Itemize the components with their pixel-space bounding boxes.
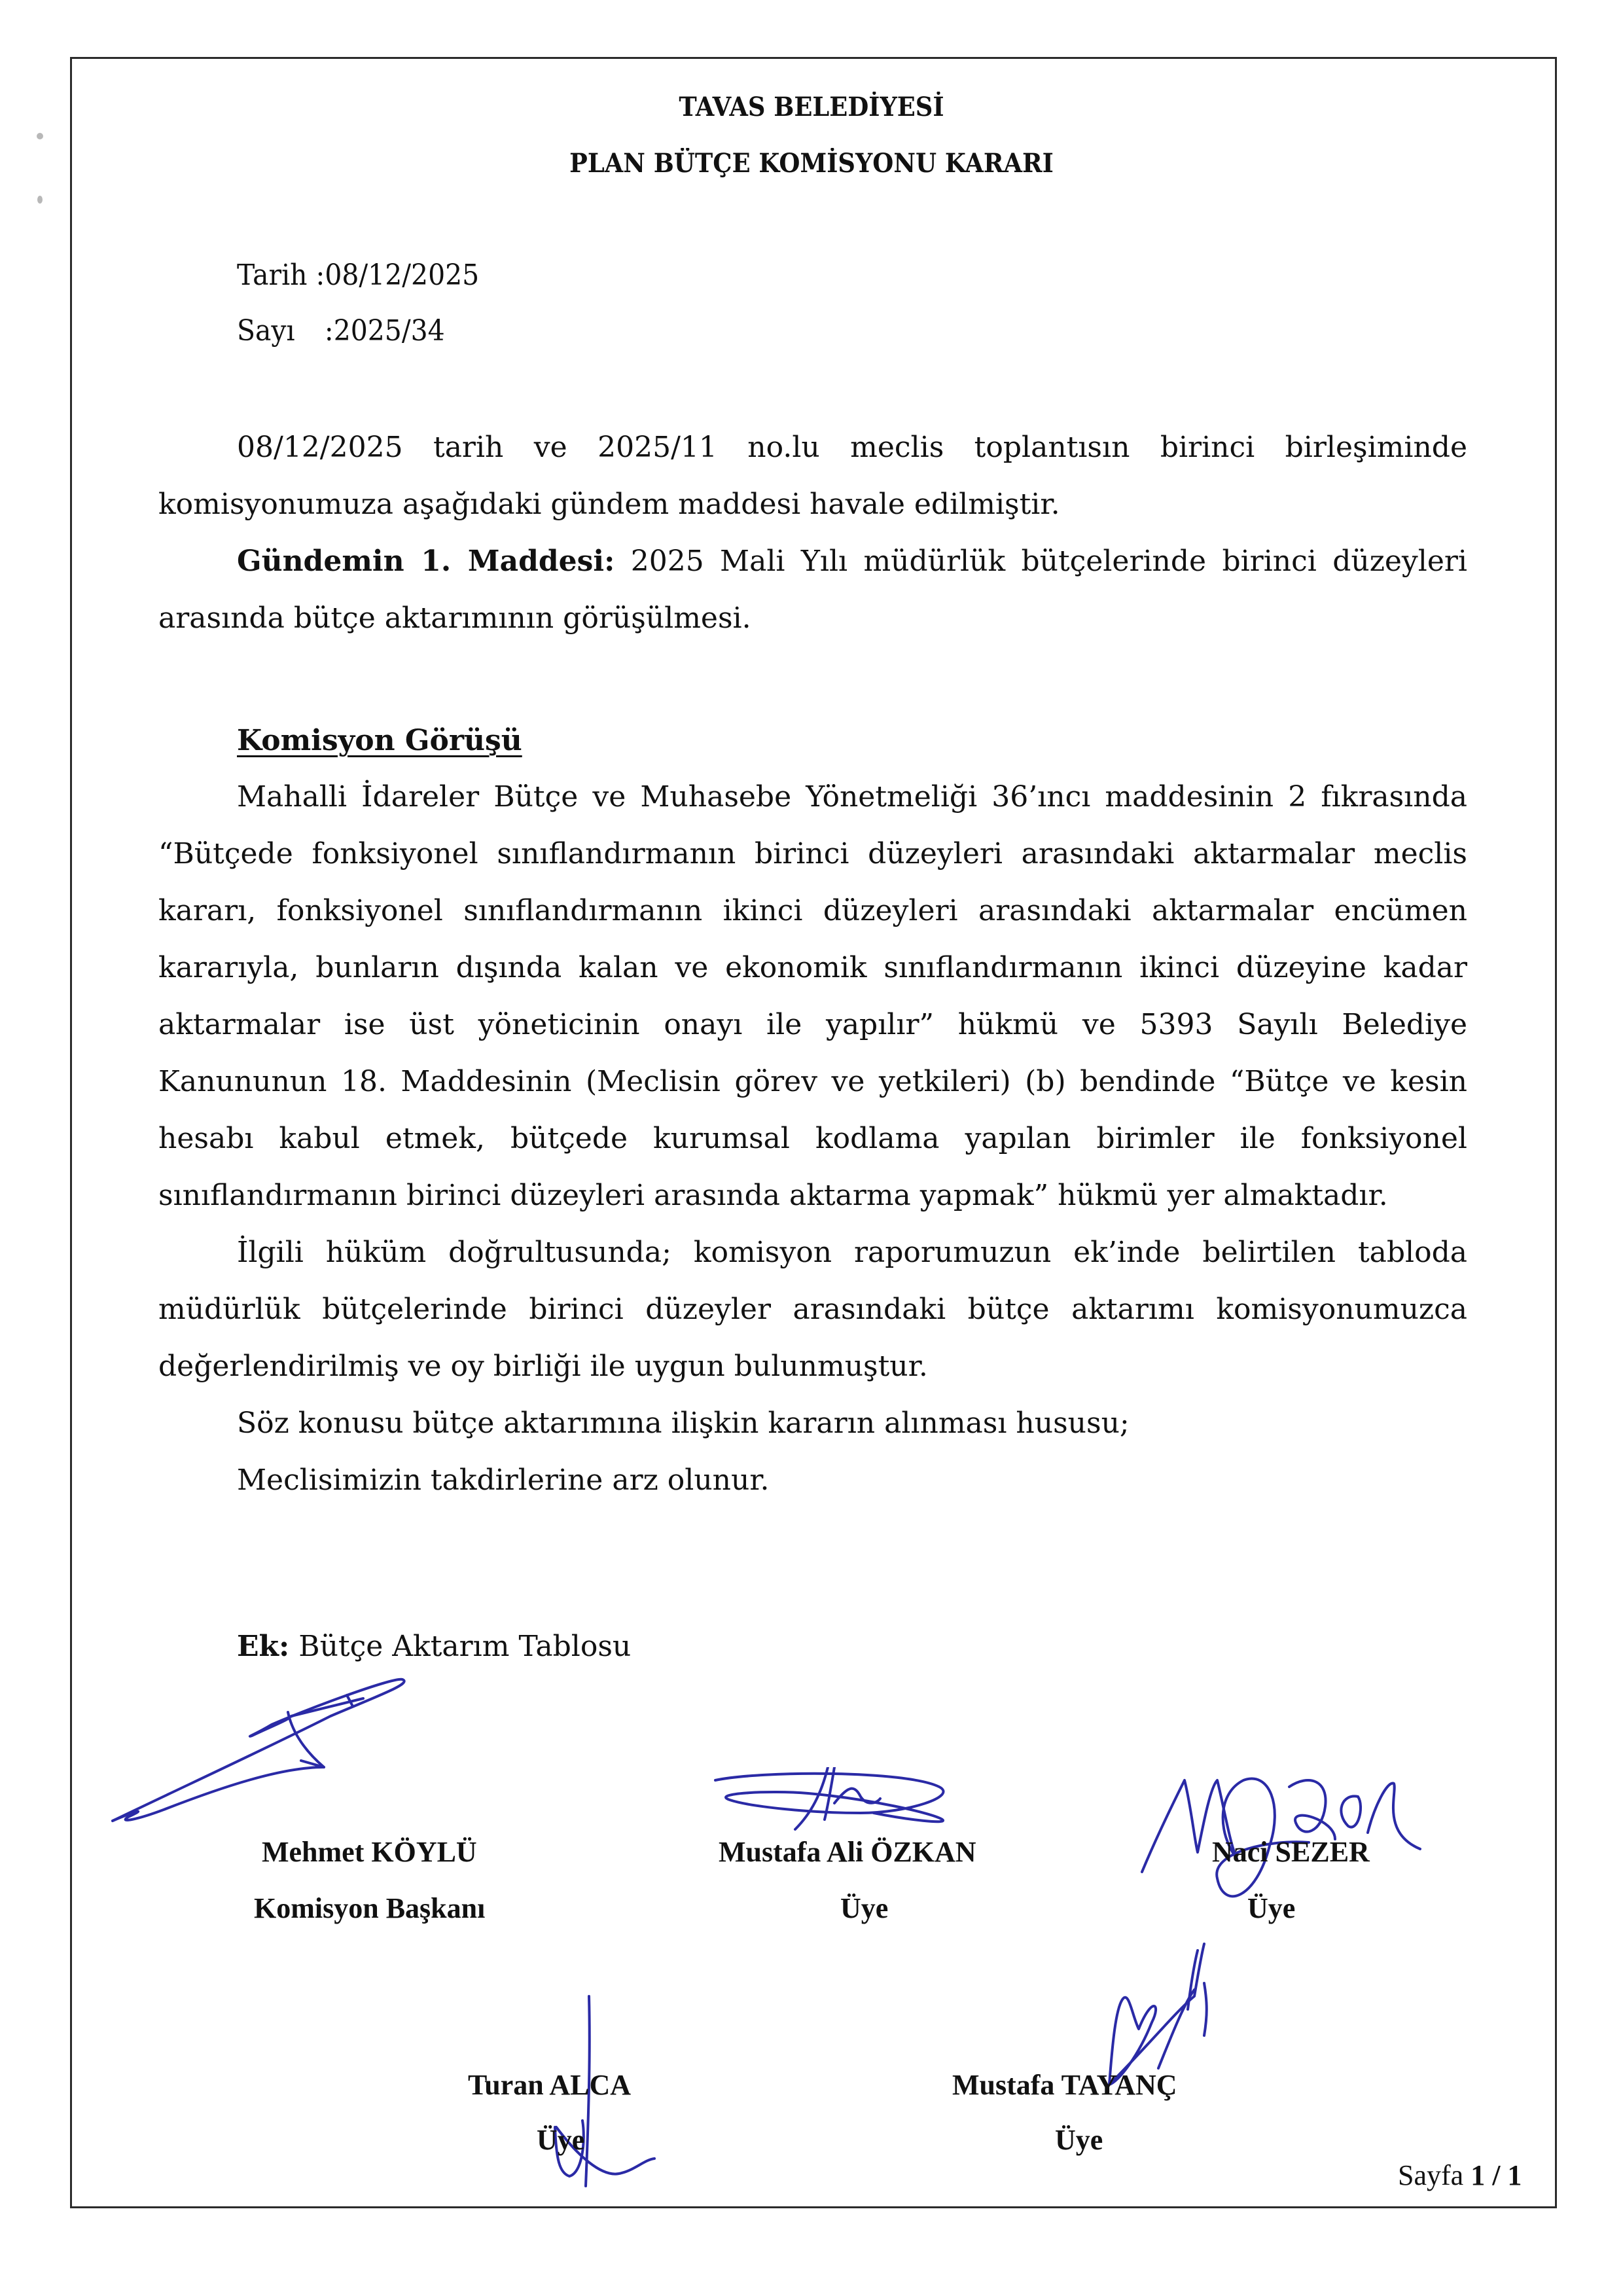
date-value: :08/12/2025 bbox=[315, 259, 480, 292]
signatory-role: Üye bbox=[537, 2124, 585, 2156]
intro-section bbox=[158, 419, 1467, 647]
scan-artifact bbox=[37, 196, 43, 204]
signatory-name: Turan ALCA bbox=[468, 2069, 632, 2101]
document-title: PLAN BÜTÇE KOMİSYONU KARARI bbox=[569, 148, 1054, 179]
signature-mehmet-koylu bbox=[105, 1676, 537, 1846]
opinion-heading-row bbox=[158, 713, 1467, 768]
number-value: :2025/34 bbox=[324, 314, 445, 348]
signatory-role: Üye bbox=[1247, 1892, 1296, 1924]
signatory-name: Mustafa TAYANÇ bbox=[952, 2069, 1177, 2101]
signatory-name: Mustafa Ali ÖZKAN bbox=[719, 1836, 976, 1868]
institution-title: TAVAS BELEDİYESİ bbox=[679, 92, 944, 122]
opinion-paragraph-2: İlgili hüküm doğrultusunda; komisyon raporumuzun ek’inde belirtilen tabloda müdürlük bütçelerinde birinci düzeyler arasındaki bütçe aktarımı komisyonumuzca değerlendirilmiş ve oy birliği ile uygun bulunmuştur. bbox=[158, 1236, 1467, 1383]
agenda-label: Gündemin 1. Maddesi: bbox=[237, 545, 615, 578]
signatory-name: Naci SEZER bbox=[1212, 1836, 1370, 1868]
closing-line-1: Söz konusu bütçe aktarımına ilişkin kararın alınması hususu; bbox=[237, 1407, 1130, 1440]
opinion-paragraph-1: Mahalli İdareler Bütçe ve Muhasebe Yönetmeliği 36’ıncı maddesinin 2 fıkrasında “Bütçede fonksiyonel sınıflandırmanın birinci düzeyleri arasındaki aktarmalar meclis kararı, fonksiyonel sınıflandırmanın ikinci düzeyleri arasındaki aktarmalar encümen kararıyla, bunların dışında kalan ve ekonomik sınıflandırmanın ikinci düzeyine kadar aktarmalar ise üst yöneticinin onayı ile yapılır” hükmü ve 5393 Sayılı Belediye Kanununun 18. Maddesinin (Meclisin görev ve yetkileri) (b) bendinde “Bütçe ve kesin hesabı kabul etmek, bütçede kurumsal kodlama yapılan birimler ile fonksiyonel sınıflandırmanın birinci düzeyleri arasında aktarma yapmak” hükmü yer almaktadır. bbox=[158, 780, 1467, 1212]
opinion-section bbox=[158, 713, 1467, 1509]
number-label: Sayı bbox=[237, 314, 295, 348]
date-line bbox=[237, 259, 479, 292]
signature-mustafa-ali-ozkan bbox=[710, 1767, 959, 1839]
page-number-value: 1 / 1 bbox=[1471, 2159, 1522, 2191]
scan-artifact bbox=[37, 133, 43, 139]
date-label: Tarih bbox=[237, 259, 308, 292]
agenda-paragraph bbox=[158, 533, 1467, 647]
page-number bbox=[1398, 2159, 1522, 2192]
signatory-role: Komisyon Başkanı bbox=[254, 1892, 486, 1924]
attachment-line bbox=[237, 1630, 631, 1663]
signatory-role: Üye bbox=[1055, 2124, 1103, 2156]
attachment-text: Bütçe Aktarım Tablosu bbox=[289, 1630, 632, 1663]
number-line bbox=[237, 314, 445, 348]
attachment-label: Ek: bbox=[237, 1630, 290, 1663]
signatory-name: Mehmet KÖYLÜ bbox=[262, 1836, 477, 1868]
agenda-text: 2025 Mali Yılı müdürlük bütçelerinde birinci düzeyleri arasında bütçe aktarımının görüşülmesi. bbox=[158, 545, 1467, 635]
intro-paragraph: 08/12/2025 tarih ve 2025/11 no.lu meclis toplantısın birinci birleşiminde komisyonumuza aşağıdaki gündem maddesi havale edilmiştir. bbox=[158, 431, 1467, 521]
closing-line-2: Meclisimizin takdirlerine arz olunur. bbox=[237, 1463, 770, 1497]
page-number-label: Sayfa bbox=[1398, 2159, 1464, 2191]
signatory-role: Üye bbox=[840, 1892, 889, 1924]
opinion-heading: Komisyon Görüşü bbox=[237, 724, 522, 757]
